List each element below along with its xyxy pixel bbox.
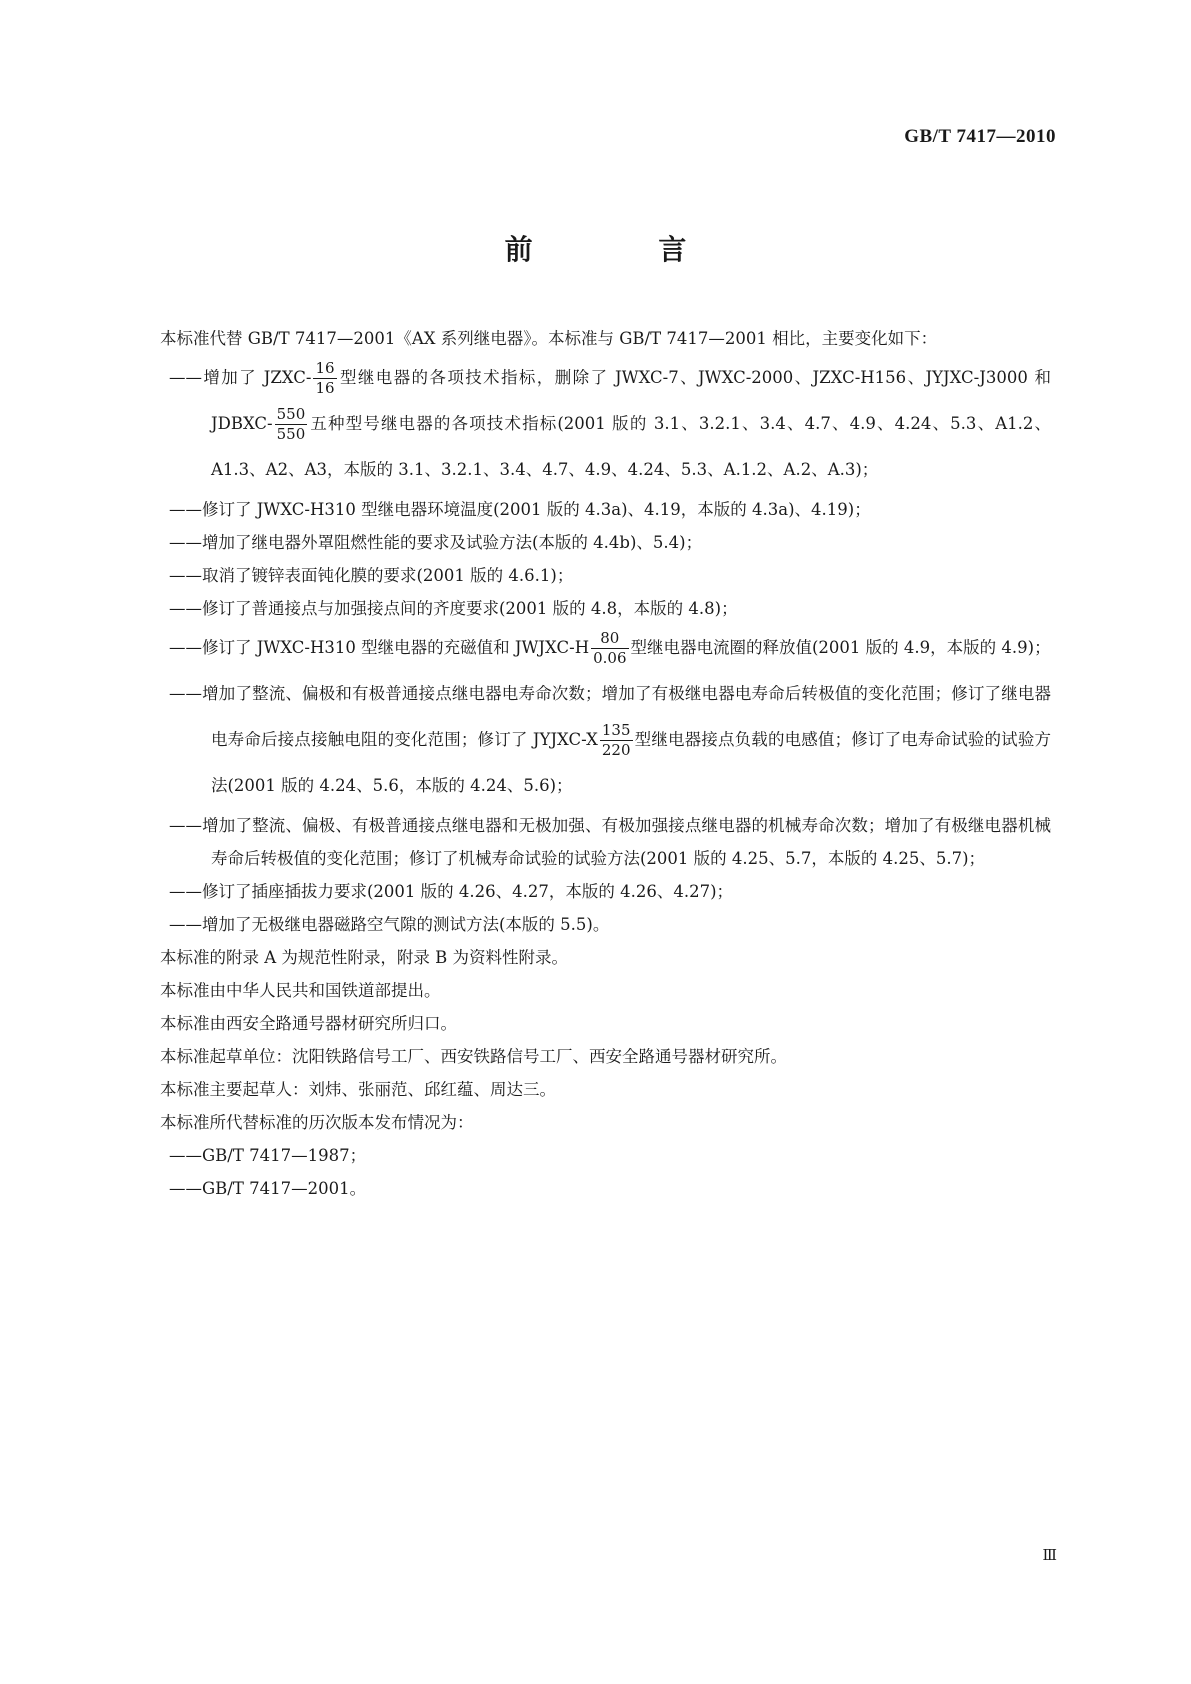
fraction-denominator: 550 — [276, 425, 306, 443]
proposer-paragraph: 本标准由中华人民共和国铁道部提出。 — [160, 981, 441, 1000]
change-item-6-text-b: 型继电器电流圈的释放值(2001 版的 4.9，本版的 4.9)； — [630, 638, 1051, 657]
fraction-numerator: 80 — [591, 629, 628, 649]
fraction-denominator: 220 — [601, 741, 631, 759]
change-item-7-text-a: ——增加了整流、偏极和有极普通接点继电器电寿命次数；增加了有极继电器电寿命后转极值的变化范围；修订了继电器电寿命后接点接触电阻的变化范围；修订了 JYJXC-X — [169, 684, 1051, 749]
change-item-1 — [127, 355, 1051, 493]
drafting-units-paragraph: 本标准起草单位：沈阳铁路信号工厂、西安铁路信号工厂、西安全路通号器材研究所。 — [160, 1047, 787, 1066]
fraction-jdbxc — [275, 405, 308, 444]
change-item-3: ——增加了继电器外罩阻燃性能的要求及试验方法(本版的 4.4b)、5.4)； — [169, 533, 703, 552]
annex-paragraph: 本标准的附录 A 为规范性附录，附录 B 为资料性附录。 — [160, 948, 569, 967]
standard-number: GB/T 7417—2010 — [904, 126, 1056, 147]
fraction-denominator: 0.06 — [593, 649, 627, 667]
change-item-1-text-c: 五种型号继电器的各项技术指标(2001 版的 3.1、3.2.1、3.4、4.7、4.9、4.24、5.3、A1.2、A1.3、A2、A3，本版的 3.1、3.2.1、3.4、4.7、4.9、4.24、5.3、A.1.2、A.2、A.3)； — [211, 414, 1051, 479]
change-item-4: ——取消了镀锌表面钝化膜的要求(2001 版的 4.6.1)； — [169, 566, 574, 585]
fraction-jyjxc — [600, 721, 633, 760]
change-item-8: ——增加了整流、偏极、有极普通接点继电器和无极加强、有极加强接点继电器的机械寿命次数；增加了有极继电器机械寿命后转极值的变化范围；修订了机械寿命试验的试验方法(2001 版的 4.25、5.7，本版的 4.25、5.7)； — [169, 816, 1051, 868]
change-item-6 — [127, 625, 1051, 671]
change-item-2: ——修订了 JWXC-H310 型继电器环境温度(2001 版的 4.3a)、4.19，本版的 4.3a)、4.19)； — [169, 500, 871, 519]
history-item-1987: ——GB/T 7417—1987； — [169, 1146, 367, 1165]
change-item-1-text-a: ——增加了 JZXC- — [169, 368, 312, 387]
fraction-jzxc — [313, 359, 336, 398]
drafters-paragraph: 本标准主要起草人：刘炜、张丽范、邱红蕴、周达三。 — [160, 1080, 556, 1099]
change-item-1-text-b: 型继电器的各项技术指标，删除了 JWXC-7、JWXC-2000、JZXC-H156、JYJXC-J3000 和 JDBXC- — [211, 368, 1051, 433]
fraction-numerator: 550 — [276, 405, 306, 423]
history-item-2001: ——GB/T 7417—2001。 — [169, 1179, 367, 1198]
history-heading-paragraph: 本标准所代替标准的历次版本发布情况为： — [160, 1113, 474, 1132]
fraction-denominator: 16 — [315, 379, 335, 397]
intro-paragraph: 本标准代替 GB/T 7417—2001《AX 系列继电器》。本标准与 GB/T 7417—2001 相比，主要变化如下： — [160, 329, 938, 348]
change-item-9: ——修订了插座插拔力要求(2001 版的 4.26、4.27，本版的 4.26、4.27)； — [169, 882, 734, 901]
foreword-body — [127, 322, 1051, 1205]
change-item-7-text-b: 型继电器接点负载的电感值；修订了电寿命试验的试验方法(2001 版的 4.24、5.6，本版的 4.24、5.6)； — [211, 730, 1052, 795]
change-item-10: ——增加了无极继电器磁路空气隙的测试方法(本版的 5.5)。 — [169, 915, 610, 934]
change-item-7 — [127, 671, 1051, 809]
change-item-5: ——修订了普通接点与加强接点间的齐度要求(2001 版的 4.8，本版的 4.8)； — [169, 599, 738, 618]
fraction-numerator: 16 — [315, 359, 335, 377]
page-title: 前 言 — [504, 233, 745, 266]
change-item-6-text-a: ——修订了 JWXC-H310 型继电器的充磁值和 JWJXC-H — [169, 638, 590, 657]
fraction-jwjxc — [591, 629, 628, 668]
page-number: Ⅲ — [1042, 1548, 1057, 1564]
fraction-numerator: 135 — [601, 721, 631, 739]
centralized-paragraph: 本标准由西安全路通号器材研究所归口。 — [160, 1014, 457, 1033]
